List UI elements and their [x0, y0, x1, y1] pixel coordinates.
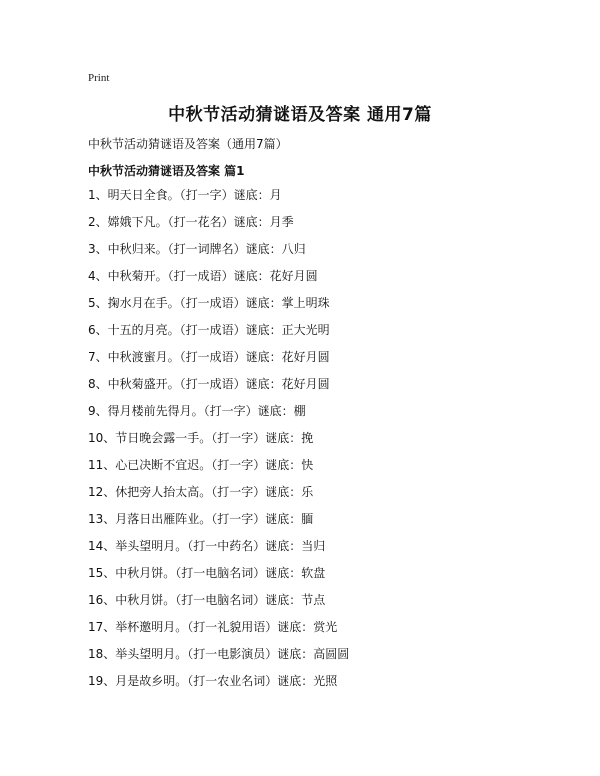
riddle-item: 14、举头望明月。（打一中药名）谜底：当归 [88, 539, 326, 553]
riddle-item: 8、中秋菊盛开。（打一成语）谜底：花好月圆 [88, 377, 330, 391]
riddle-item: 7、中秋渡蜜月。（打一成语）谜底：花好月圆 [88, 350, 330, 364]
riddle-item: 11、心已决断不宜迟。（打一字）谜底：快 [88, 458, 314, 472]
riddle-item: 4、中秋菊开。（打一成语）谜底：花好月圆 [88, 269, 318, 283]
riddle-item: 18、举头望明月。（打一电影演员）谜底：高圆圆 [88, 647, 350, 661]
print-label: Print [88, 72, 110, 84]
section-heading: 中秋节活动猜谜语及答案 篇1 [88, 164, 245, 178]
riddle-item: 1、明天日全食。（打一字）谜底：月 [88, 188, 282, 202]
riddle-item: 5、掬水月在手。（打一成语）谜底：掌上明珠 [88, 296, 330, 310]
document-title: 中秋节活动猜谜语及答案 通用7篇 [168, 105, 432, 125]
riddle-list [88, 187, 349, 700]
riddle-item: 6、十五的月亮。（打一成语）谜底：正大光明 [88, 323, 330, 337]
riddle-item: 10、节日晚会露一手。（打一字）谜底：挽 [88, 431, 314, 445]
riddle-item: 16、中秋月饼。（打一电脑名词）谜底：节点 [88, 593, 326, 607]
riddle-item: 13、月落日出雁阵业。（打一字）谜底：腼 [88, 512, 314, 526]
riddle-item: 15、中秋月饼。（打一电脑名词）谜底：软盘 [88, 566, 326, 580]
riddle-item: 12、休把旁人抬太高。（打一字）谜底：乐 [88, 485, 314, 499]
riddle-item: 2、嫦娥下凡。（打一花名）谜底：月季 [88, 215, 294, 229]
riddle-item: 9、得月楼前先得月。（打一字）谜底：棚 [88, 404, 306, 418]
riddle-item: 17、举杯邀明月。（打一礼貌用语）谜底：赏光 [88, 620, 338, 634]
riddle-item: 19、月是故乡明。（打一农业名词）谜底：光照 [88, 674, 338, 688]
riddle-item: 3、中秋归来。（打一词牌名）谜底：八归 [88, 242, 306, 256]
document-subtitle: 中秋节活动猜谜语及答案（通用7篇） [88, 137, 288, 151]
